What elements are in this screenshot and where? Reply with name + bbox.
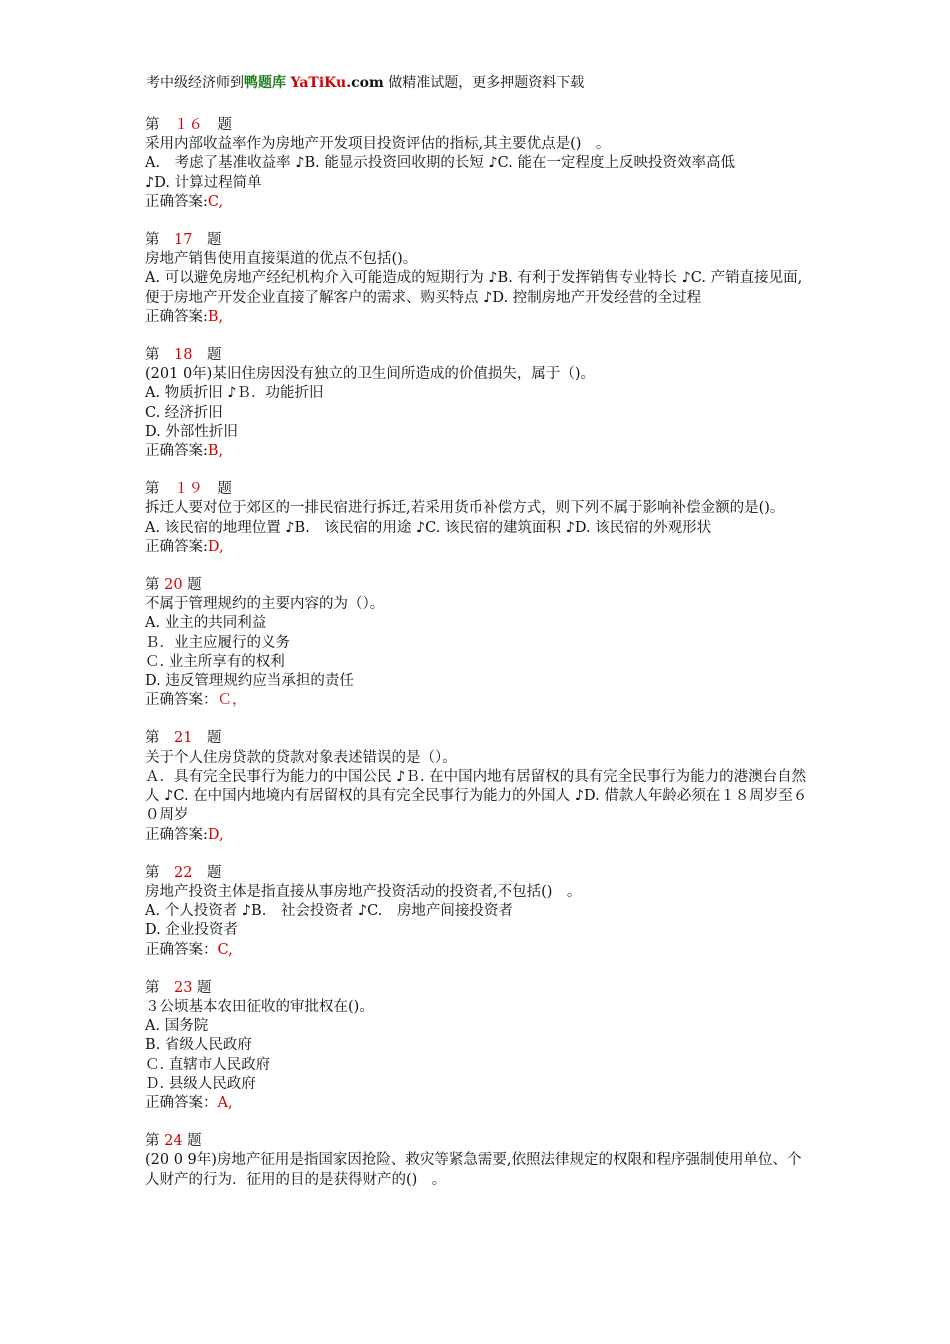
- question-number-value: 23: [174, 979, 193, 996]
- question-number-value: 24: [164, 1133, 183, 1150]
- header-suffix: 做精准试题，更多押题资料下载: [388, 75, 585, 91]
- answer-label: 正确答案：: [145, 941, 218, 958]
- question-number-value: １９: [174, 481, 203, 498]
- question-number-suffix: 题: [192, 347, 222, 364]
- question-option: D. 违反管理规约应当承担的责任: [145, 673, 354, 690]
- answer-label: 正确答案:: [145, 308, 208, 325]
- question-option: A. 国务院: [145, 1018, 209, 1035]
- answer-label: 正确答案:: [145, 193, 208, 210]
- correct-answer: [145, 691, 815, 710]
- question-option: D. 外部性折旧: [145, 423, 238, 440]
- question-option: Ｃ. 业主所享有的权利: [145, 653, 285, 670]
- answer-label: 正确答案：: [145, 692, 218, 709]
- answer-label: 正确答案：: [145, 1094, 218, 1111]
- question-number-suffix: 题: [203, 117, 232, 133]
- question-block: [145, 864, 815, 960]
- answer-label: 正确答案:: [145, 443, 208, 460]
- question-number-suffix: 题: [182, 1133, 202, 1150]
- question-number-suffix: 题: [192, 232, 222, 249]
- answer-value: C,: [217, 941, 233, 958]
- question-option: A. 个人投资者 ♪B. 社会投资者 ♪C. 房地产间接投资者: [145, 903, 513, 920]
- answer-value: D,: [207, 538, 224, 555]
- question-number: [145, 116, 815, 135]
- question-number-value: 20: [164, 577, 183, 594]
- question-number-prefix: 第: [145, 347, 174, 364]
- question-stem: (201 0年)某旧住房因没有独立的卫生间所造成的价值损失，属于（)。: [145, 366, 595, 383]
- question-stem: ３公顷基本农田征收的审批权在()。: [145, 998, 374, 1015]
- question-block: [145, 979, 815, 1113]
- question-number: [145, 979, 815, 998]
- question-option: A. 业主的共同利益: [145, 615, 267, 632]
- answer-value: Ｃ，: [217, 692, 247, 709]
- question-block: [145, 576, 815, 710]
- question-list: [145, 116, 815, 1209]
- question-number-prefix: 第: [145, 232, 174, 249]
- question-option: Ｂ．业主应履行的义务: [145, 634, 290, 651]
- question-stem: 不属于管理规约的主要内容的为（）。: [145, 596, 385, 613]
- question-stem: 关于个人住房贷款的贷款对象表述错误的是（）。: [145, 749, 457, 766]
- question-number-suffix: 题: [203, 481, 232, 498]
- answer-value: C,: [207, 193, 224, 210]
- correct-answer: [145, 538, 815, 557]
- question-block: [145, 231, 815, 327]
- question-option: D. 企业投资者: [145, 922, 238, 939]
- answer-label: 正确答案:: [145, 538, 208, 555]
- header-brand: 鸭题库: [244, 75, 286, 91]
- question-option: C. 经济折旧: [145, 404, 223, 421]
- question-option: Ｃ. 直辖市人民政府: [145, 1056, 271, 1073]
- question-option: Ａ．具有完全民事行为能力的中国公民 ♪Ｂ. 在中国内地有居留权的具有完全民事行为能力的港澳台自然人 ♪C. 在中国内地境内有居留权的具有完全民事行为能力的外国人 ♪D. 借款人年龄必须在１８周岁至６０周岁: [145, 768, 808, 824]
- question-option: B. 省级人民政府: [145, 1037, 252, 1054]
- answer-value: B,: [207, 443, 224, 460]
- question-number: [145, 480, 815, 499]
- question-option: ♪D. 计算过程简单: [145, 174, 262, 191]
- question-number: [145, 346, 815, 365]
- question-option: A. 该民宿的地理位置 ♪B. 该民宿的用途 ♪C. 该民宿的建筑面积 ♪D. 该民宿的外观形状: [145, 519, 712, 536]
- answer-label: 正确答案:: [145, 826, 208, 843]
- correct-answer: [145, 826, 815, 845]
- question-block: [145, 729, 815, 844]
- question-number-value: １６: [174, 117, 203, 133]
- answer-value: D,: [207, 826, 224, 843]
- correct-answer: [145, 308, 815, 327]
- question-number: [145, 231, 815, 250]
- question-number-prefix: 第: [145, 864, 174, 881]
- question-number-suffix: 题: [192, 979, 212, 996]
- header-prefix: 考中级经济师到: [146, 75, 244, 91]
- question-block: [145, 116, 815, 212]
- question-block: [145, 480, 815, 557]
- question-number-prefix: 第: [145, 481, 174, 498]
- header-site-link[interactable]: YaTiKu: [290, 75, 347, 91]
- question-number-value: 21: [174, 730, 193, 747]
- correct-answer: [145, 442, 815, 461]
- question-number-value: 17: [174, 232, 193, 249]
- question-number: [145, 1132, 815, 1151]
- question-number-prefix: 第: [145, 577, 165, 594]
- question-stem: 房地产销售使用直接渠道的优点不包括()。: [145, 251, 418, 268]
- question-number-prefix: 第: [145, 730, 174, 747]
- question-number-suffix: 题: [192, 730, 222, 747]
- question-number: [145, 729, 815, 748]
- question-option: Ｄ. 县级人民政府: [145, 1075, 256, 1092]
- question-number-value: 18: [174, 347, 193, 364]
- correct-answer: [145, 1094, 815, 1113]
- question-number-suffix: 题: [182, 577, 202, 594]
- question-number-prefix: 第: [145, 117, 174, 133]
- question-number: [145, 864, 815, 883]
- question-number-prefix: 第: [145, 979, 174, 996]
- question-stem: (20 0 9年)房地产征用是指国家因抢险、救灾等紧急需要,依照法律规定的权限和程序强制使用单位、个人财产的行为．征用的目的是获得财产的() 。: [145, 1152, 802, 1188]
- question-block: [145, 1132, 815, 1190]
- answer-value: A,: [217, 1094, 233, 1111]
- question-number-value: 22: [174, 864, 193, 881]
- answer-value: B,: [207, 308, 224, 325]
- question-number-suffix: 题: [192, 864, 222, 881]
- question-option: A. 考虑了基准收益率 ♪B. 能显示投资回收期的长短 ♪C. 能在一定程度上反映投资效率高低: [145, 155, 735, 172]
- header-domain: .com: [346, 75, 384, 91]
- correct-answer: [145, 941, 815, 960]
- question-block: [145, 346, 815, 461]
- question-option: A. 可以避免房地产经纪机构介入可能造成的短期行为 ♪B. 有利于发挥销售专业特长 ♪C. 产销直接见面,便于房地产开发企业直接了解客户的需求、购买特点 ♪D. 控制房地产开发经营的全过程: [145, 270, 803, 306]
- question-stem: 拆迁人要对位于郊区的一排民宿进行拆迁,若采用货币补偿方式，则下列不属于影响补偿金额的是()。: [145, 500, 785, 517]
- question-stem: 采用内部收益率作为房地产开发项目投资评估的指标,其主要优点是() 。: [145, 136, 611, 153]
- question-stem: 房地产投资主体是指直接从事房地产投资活动的投资者,不包括() 。: [145, 883, 582, 900]
- question-number-prefix: 第: [145, 1133, 165, 1150]
- correct-answer: [145, 193, 815, 212]
- page-header: [146, 72, 584, 92]
- question-number: [145, 576, 815, 595]
- question-option: A. 物质折旧 ♪Ｂ．功能折旧: [145, 385, 324, 402]
